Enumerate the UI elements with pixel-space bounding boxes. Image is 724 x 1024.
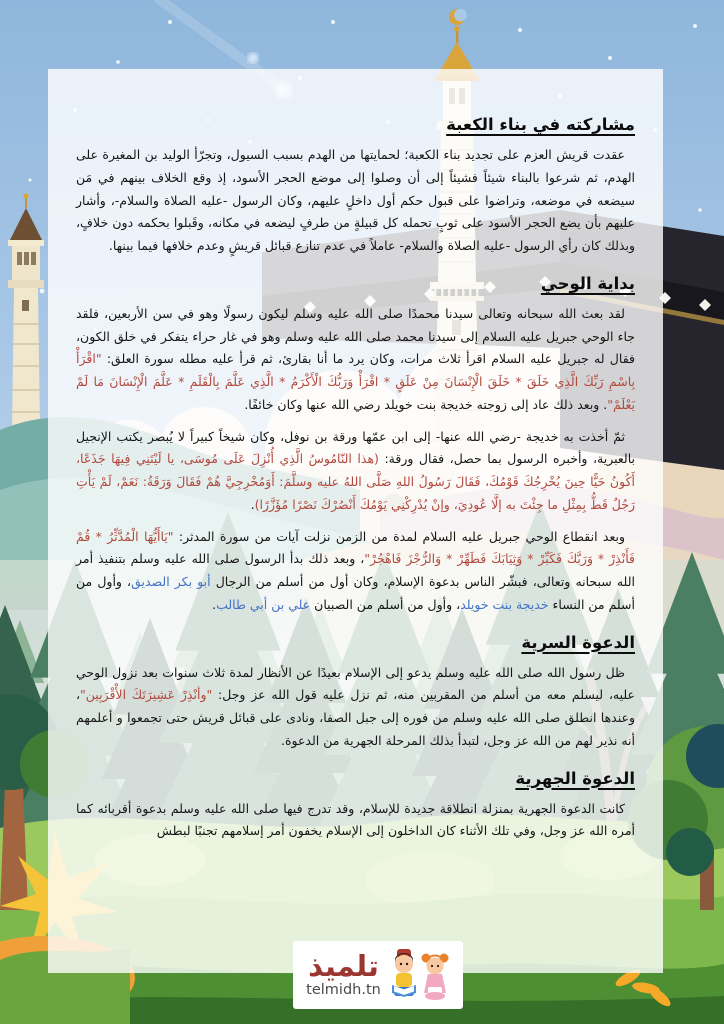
section-2: [76, 274, 635, 617]
logo-text-block: [306, 949, 381, 999]
quran-verse: "اقْرَأْ بِاسْمِ رَبِّكَ الَّذِي خَلَقَ * خَلَقَ الْإِنْسَانَ مِنْ عَلَقٍ * اقْرَأْ وَرَبُّكَ الْأَكْرَمُ * الَّذِي عَلَّمَ بِالْقَلَمِ * عَلَّمَ الْإِنْسَانَ مَا لَمْ يَعْلَمْ": [76, 351, 635, 412]
paragraph: [76, 526, 635, 617]
section-heading: الدعوة الجهرية: [515, 768, 635, 788]
content-panel: [48, 69, 663, 973]
brand-name-arabic: تلميذ: [308, 949, 379, 984]
girl-reading-icon: [421, 954, 448, 1001]
section-heading: الدعوة السرية: [521, 632, 635, 652]
section-4: [76, 769, 635, 844]
person-name: أبو بكر الصديق: [131, 574, 211, 589]
section-heading: بداية الوحي: [540, 273, 635, 293]
body-text: ، وبعد ذلك بدأ الرسول صلى الله عليه وسلم بتنفيذ أمر الله سبحانه وتعالى، فبشّر الناس بدعوة الإسلام، وكان أول من أسلم من الرجال: [76, 551, 635, 589]
body-text: لقد بعث الله سبحانه وتعالى سيدنا محمدًا صلى الله عليه وسلم ليكون رسولًا وهو في سن الأربعين، فلقد جاء الوحي جبريل عليه السلام إلى سيدنا محمد صلى الله عليه وسلم وهو في غار حراء يتفكر في خلق الكون، فقال له جبريل عليه السلام اقرأ ثلاث مرات، وكان يرد ما أنا بقارئ، ثم قرأ عليه مطله سورة العلق:: [76, 305, 635, 367]
paragraph: [76, 798, 635, 844]
person-name: خديجة بنت خويلد: [460, 596, 549, 612]
quran-verse: "يَاأَيُّهَا الْمُدَّثِّرُ * قُمْ فَأَنْذِرْ * وَرَبَّكَ فَكَبِّرْ * وَثِيَابَكَ فَطَهِّرْ * وَالرُّجْزَ فَاهْجُرْ": [76, 528, 635, 567]
paragraph: [76, 662, 635, 753]
logo-kids-illustration: [388, 947, 450, 1003]
section-heading: مشاركته في بناء الكعبة: [446, 115, 635, 134]
paragraph: [76, 303, 635, 417]
body-text: .: [250, 496, 255, 512]
paragraph: [76, 144, 635, 258]
body-text: ، وأول من أسلم من الصبيان: [310, 596, 461, 612]
brand-domain: telmidh.tn: [306, 982, 381, 999]
quran-verse: "وأنْذِرْ عَشِيرَتَكَ الأْقْرَبِين": [80, 687, 213, 703]
body-text: ثمّ أخذت به خديجة -رضي الله عنها- إلى ابن عمّها ورقة بن نوفل، وكان شيخاً كبيراً لا يُبصر يكتب الإنجيل بالعبرية، وأخبره الرسول بما حصل، فقال ورقة:: [76, 428, 636, 467]
body-text: ظل رسول الله صلى الله عليه وسلم يدعو إلى الإسلام بعيدًا عن الأنظار لمدة ثلاث سنوات بعد نزول الوحي عليه، ليسلم معه من أسلم من المقربين منه، ثم نزل عليه قول الله عز وجل:: [76, 664, 635, 703]
section-1: [76, 115, 635, 258]
quran-verse: (هذا النّامُوسُ الَّذِي أُنْزِلَ عَلَى مُوسَى، يا لَيْتَنِي فِيهَا جَذَعًا، أَكُونُ حَيًّا حِينَ يُخْرِجُكَ قَوْمُكَ، فَقَالَ رَسُولُ اللهِ صَلَّى اللهُ عليه وسلَّمَ: أَوَمُخْرِجِيَّ هُمْ فَقَالَ وَرَقَةُ: نَعَمْ، لَمْ يَأْتِ رَجُلٌ قَطُّ بِمِثْلِ ما جِئْتَ به إلَّا عُودِيَ، وإنْ يُدْرِكْنِي يَوْمُكَ أَنْصُرْكَ نَصْرًا مُؤَزَّرًا): [76, 451, 635, 512]
body-text: .: [212, 596, 217, 612]
paragraph: [76, 426, 635, 517]
section-3: [76, 633, 635, 753]
body-text: . وبعد ذلك عاد إلى زوجته خديجة بنت خويلد رضي الله عنها وكان خائفًا.: [244, 396, 608, 412]
body-text: كانت الدعوة الجهرية بمنزلة انطلاقة جديدة للإسلام، وقد تدرج فيها صلى الله عليه وسلم بدعوة أقربائه كما أمره الله عز وجل، وفي تلك الأثناء كان الداخلون إلى الإسلام يخفون أمر إسلامهم تجنبًا لبطش: [76, 800, 635, 839]
body-text: ، وأول من أسلم من النساء: [76, 574, 635, 612]
person-name: علي بن أبي طالب: [216, 596, 311, 612]
sections: [76, 115, 635, 843]
body-text: عقدت قريش العزم على تجديد بناء الكعبة؛ لحمايتها من الهدم بسبب السيول، وتجرّأ الوليد بن المغيرة على الهدم، ثم شرعوا بالبناء شيئاً فشيئاً إلى أن وصلوا إلى موضع الحجر الأسود، إذ وقع الخلاف بينهم في مَن سيضعه في موضعه، وتراضوا على قبول حكم أول داخلٍ عليهم، وكان الرسول -عليه الصلاة والسلام-، وأشار عليهم بأن يضع الحجر الأسود على ثوبٍ تحمله كل قبيلةٍ من طرفٍ ليضعه في مكانه، وقَبلوا بحكمه دون خلافٍ، وبذلك كان رأي الرسول -عليه الصلاة والسلام- عاملاً في عدم تنازع قبائل قريشٍ وعدم خلافها فيما بينها.: [76, 147, 635, 253]
body-text: ، وعندها انطلق صلى الله عليه وسلم من فوره إلى جبل الصفا، ونادى على قبائل قريش حتى تجمعوا و أعلمهم أنه نذير لهم من الله عز وجل، لتبدأ بذلك المرحلة الجهرية من الدعوة.: [76, 687, 635, 748]
body-text: وبعد انقطاع الوحي جبريل عليه السلام لمدة من الزمن نزلت آيات من سورة المدثر:: [173, 528, 625, 544]
boy-reading-icon: [392, 949, 416, 997]
telmidh-logo[interactable]: [293, 941, 463, 1009]
